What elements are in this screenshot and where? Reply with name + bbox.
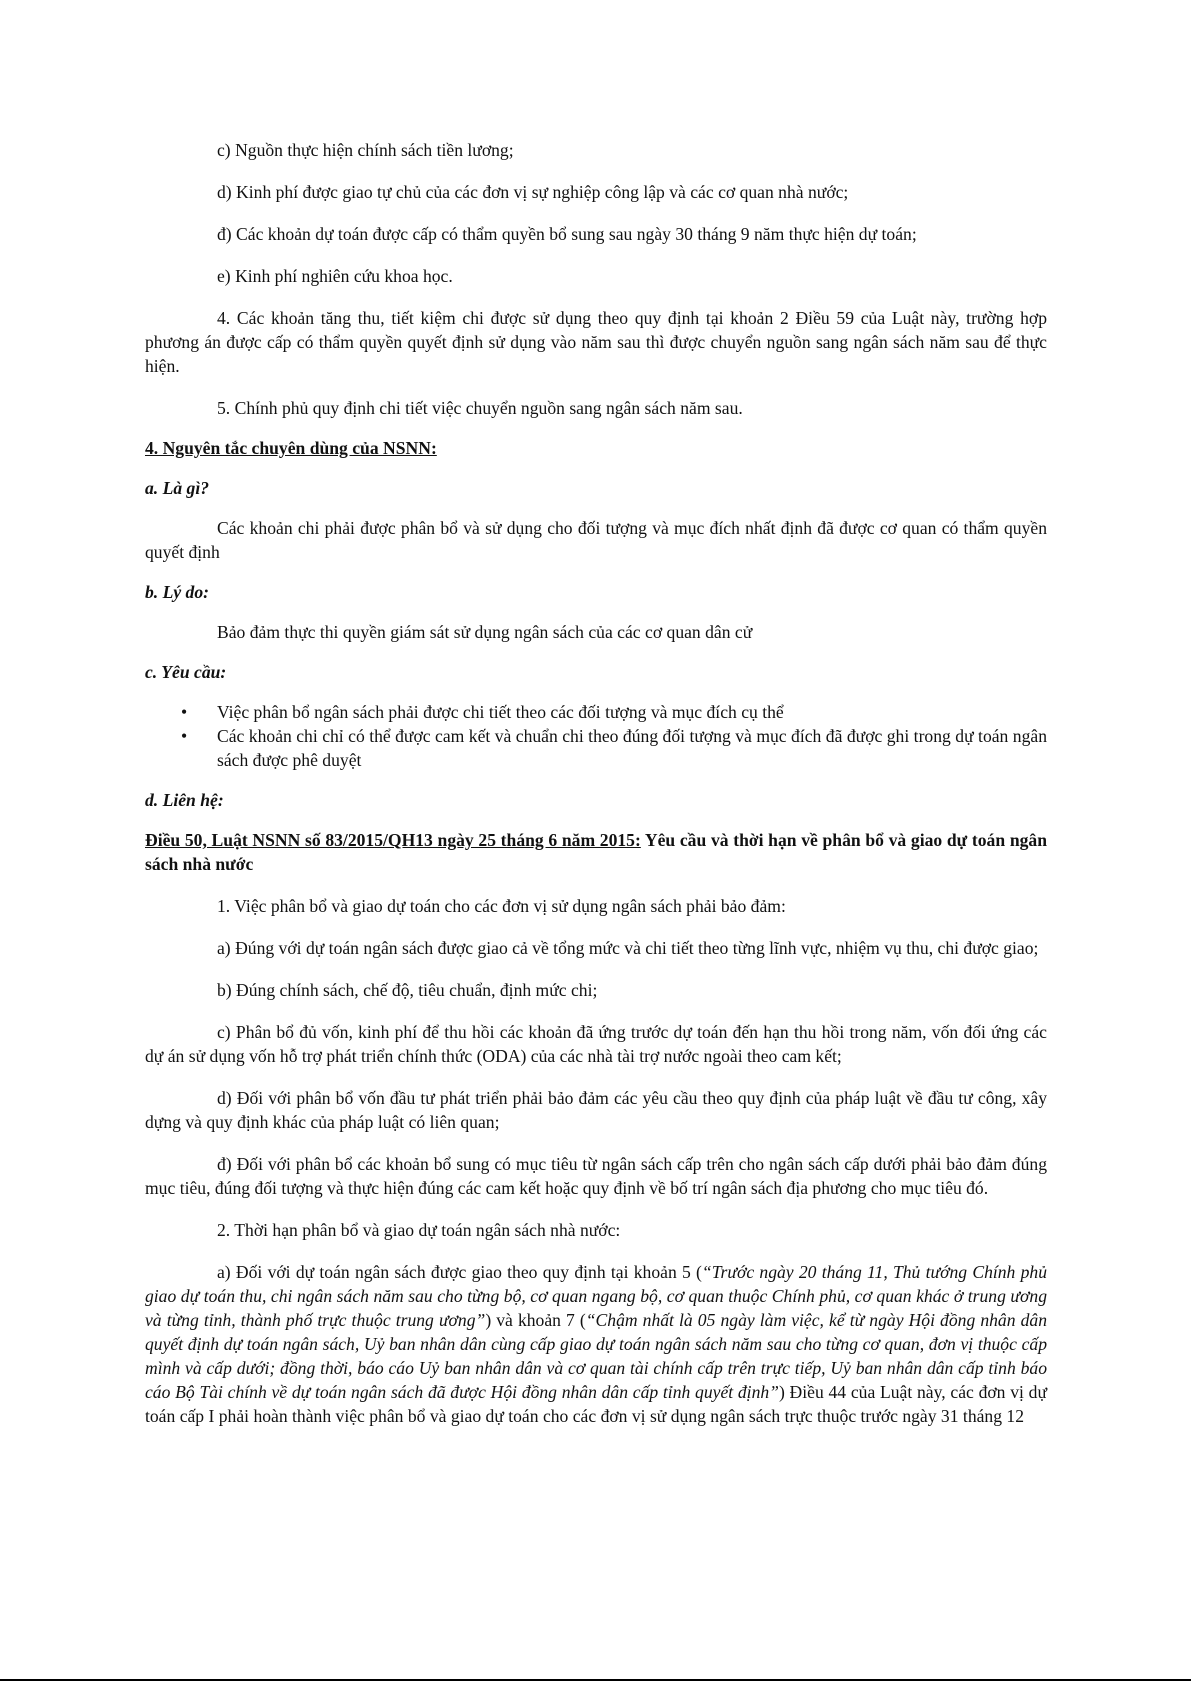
section-heading: 4. Nguyên tắc chuyên dùng của NSNN: [145,438,437,458]
article-reference: Điều 50, Luật NSNN số 83/2015/QH13 ngày 25 tháng 6 năm 2015: [145,830,641,850]
quote-clause-5: “Trước ngày 20 tháng 11, Thủ tướng Chính phủ giao dự toán thu, chi ngân sách năm sau cho từng bộ, cơ quan ngang bộ, cơ quan thuộc Chính phủ, cơ quan khác ở trung ương và từng tỉnh, thành phố trực thuộc trung ương” [145,1262,1047,1330]
subheading-a: a. Là gì? [145,478,210,498]
subheading-b: b. Lý do: [145,582,210,602]
article-point-b: b) Đúng chính sách, chế độ, tiêu chuẩn, định mức chi; [217,980,598,1000]
subheading-d: d. Liên hệ: [145,790,224,810]
page-bottom-divider [0,1679,1191,1681]
paragraph-b-reason: Bảo đảm thực thi quyền giám sát sử dụng ngân sách của các cơ quan dân cử [217,622,753,642]
article-point-a: a) Đúng với dự toán ngân sách được giao cả về tổng mức và chi tiết theo từng lĩnh vực, nhiệm vụ thu, chi được giao; [217,938,1039,958]
document-body [145,138,1047,1428]
article-point-dd: đ) Đối với phân bổ các khoản bổ sung có mục tiêu từ ngân sách cấp trên cho ngân sách cấp dưới phải bảo đảm đúng mục tiêu, đúng đối tượng và thực hiện đúng các cam kết hoặc quy định về bố trí ngân sách địa phương cho mục tiêu đó. [145,1154,1047,1198]
subheading-c: c. Yêu cầu: [145,662,227,682]
paragraph-e-research-funds: e) Kinh phí nghiên cứu khoa học. [217,266,453,286]
list-item-text: Các khoản chi chỉ có thể được cam kết và chuẩn chi theo đúng đối tượng và mục đích đã được ghi trong dự toán ngân sách được phê duyệt [217,726,1047,770]
bullet-icon: • [181,726,188,746]
paragraph-5-government-regulation: 5. Chính phủ quy định chi tiết việc chuyển nguồn sang ngân sách năm sau. [217,398,743,418]
paragraph-d-autonomy-funds: d) Kinh phí được giao tự chủ của các đơn vị sự nghiệp công lập và các cơ quan nhà nước; [217,182,849,202]
point-2a-intro: a) Đối với dự toán ngân sách được giao theo quy định tại khoản 5 ( [217,1262,702,1282]
article-point-c: c) Phân bổ đủ vốn, kinh phí để thu hồi các khoản đã ứng trước dự toán đến hạn thu hồi trong năm, vốn đối ứng các dự án sử dụng vốn hỗ trợ phát triển chính thức (ODA) của các nhà tài trợ nước ngoài theo cam kết; [145,1022,1047,1066]
list-item-text: Việc phân bổ ngân sách phải được chi tiết theo các đối tượng và mục đích cụ thể [217,702,784,722]
quote-clause-7: “Chậm nhất là 05 ngày làm việc, kể từ ngày Hội đồng nhân dân quyết định dự toán ngân sách, Uỷ ban nhân dân cùng cấp giao dự toán ngân sách năm sau cho từng cơ quan, đơn vị thuộc cấp mình và cấp dưới; đồng thời, báo cáo Uỷ ban nhân dân và cơ quan tài chính cấp trên trực tiếp, Uỷ ban nhân dân cấp tỉnh báo cáo Bộ Tài chính về dự toán ngân sách đã được Hội đồng nhân dân cấp tỉnh quyết định” [145,1310,1047,1402]
paragraph-dd-supplementary-estimates: đ) Các khoản dự toán được cấp có thẩm quyền bổ sung sau ngày 30 tháng 9 năm thực hiện dự toán; [217,224,917,244]
list-item [145,700,1047,724]
article-paragraph-1: 1. Việc phân bổ và giao dự toán cho các đơn vị sử dụng ngân sách phải bảo đảm: [217,896,786,916]
paragraph-a-definition: Các khoản chi phải được phân bổ và sử dụng cho đối tượng và mục đích nhất định đã được cơ quan có thẩm quyền quyết định [145,518,1047,562]
requirements-list [145,700,1047,772]
article-heading [145,828,1047,876]
article-point-2a [145,1260,1047,1428]
paragraph-4-revenue-increase: 4. Các khoản tăng thu, tiết kiệm chi được sử dụng theo quy định tại khoản 2 Điều 59 của Luật này, trường hợp phương án được cấp có thẩm quyền quyết định sử dụng vào năm sau thì được chuyển nguồn sang ngân sách năm sau để thực hiện. [145,308,1047,376]
article-paragraph-2: 2. Thời hạn phân bổ và giao dự toán ngân sách nhà nước: [217,1220,621,1240]
list-item [145,724,1047,772]
paragraph-c-salary-source: c) Nguồn thực hiện chính sách tiền lương; [217,140,514,160]
article-point-d: d) Đối với phân bổ vốn đầu tư phát triển phải bảo đảm các yêu cầu theo quy định của pháp luật về đầu tư công, xây dựng và quy định khác của pháp luật có liên quan; [145,1088,1047,1132]
point-2a-middle: ) và khoản 7 ( [485,1310,586,1330]
point-2a-end: ) Điều 44 của Luật này, các đơn vị dự toán cấp I phải hoàn thành việc phân bổ và giao dự toán cho các đơn vị sử dụng ngân sách trực thuộc trước ngày 31 tháng 12 [145,1382,1047,1426]
article-title: Yêu cầu và thời hạn về phân bổ và giao dự toán ngân sách nhà nước [145,830,1047,874]
bullet-icon: • [181,702,188,722]
